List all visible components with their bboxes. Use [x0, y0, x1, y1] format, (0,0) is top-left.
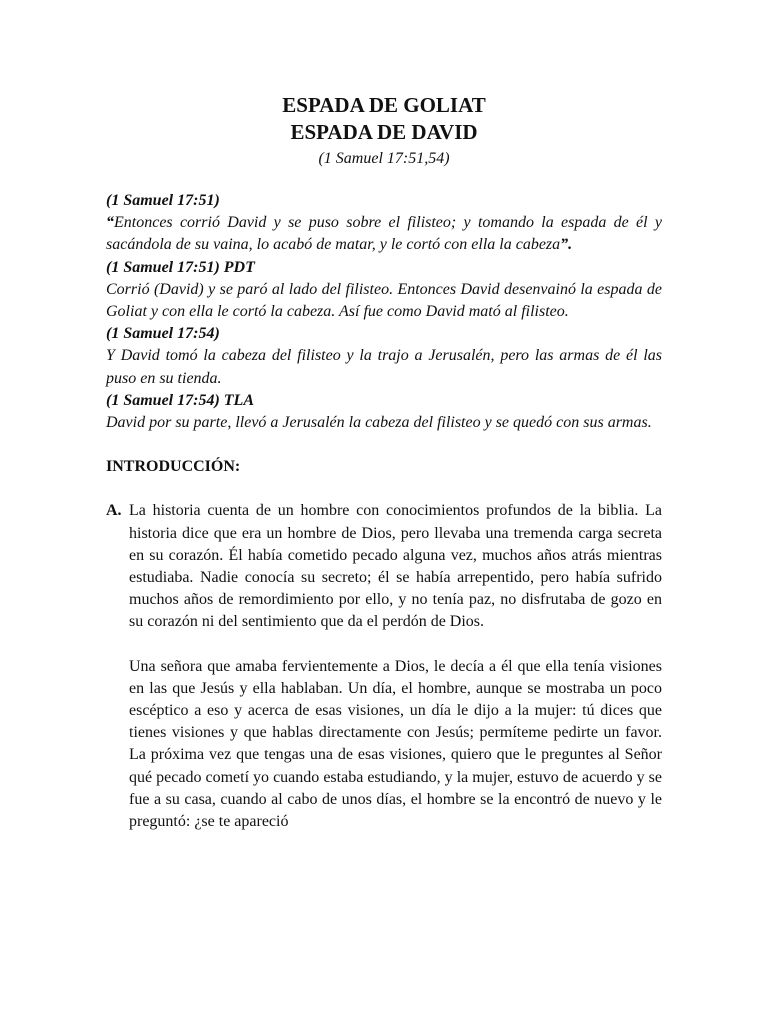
section-heading-introduction: INTRODUCCIÓN: [106, 458, 241, 476]
body-paragraph: Una señora que amaba fervientemente a Dios, le decía a él que ella tenía visiones en las que Jesús y ella hablaban. Un día, el hombre, aunque se mostraba un poco escéptico a eso y acerca de esas visiones, un día le dijo a la mujer: tú dices que tienes visiones y que hablas directamente con Jesús; permíteme pedirte un favor. La próxima vez que tengas una de esas visiones, quiero que le preguntes al Señor qué pecado cometí yo cuando estaba estudiando, y la mujer, estuvo de acuerdo y se fue a su casa, cuando al cabo de unos días, el hombre se la encontró de nuevo y le preguntó: ¿se te apareció [129, 657, 662, 831]
document-subtitle: (1 Samuel 17:51,54) [318, 150, 450, 167]
list-item-label: A. [106, 502, 122, 520]
verse-open-quote: “ [106, 214, 114, 232]
verse-text [106, 212, 662, 256]
verse-close-quote: ”. [560, 236, 573, 254]
verse-reference: (1 Samuel 17:54) [106, 325, 220, 343]
verse-reference: (1 Samuel 17:51) [106, 192, 220, 209]
body-paragraph: La historia cuenta de un hombre con conocimientos profundos de la biblia. La historia dice que era un hombre de Dios, pero llevaba una tremenda carga secreta en su corazón. Él había cometido pecado alguna vez, muchos años atrás mientras estudiaba. Nadie conocía su secreto; él se había arrepentido, pero había sufrido muchos años de remordimiento por ello, y no tenía paz, no disfrutaba de gozo en su corazón ni del sentimiento que da el perdón de Dios. [129, 502, 662, 631]
list-item [106, 500, 662, 833]
verse-text: Corrió (David) y se paró al lado del filisteo. Entonces David desenvainó la espada de Goliat y con ella le cortó la cabeza. Así fue como David mató al filisteo. [106, 280, 662, 321]
document-title-line1: ESPADA DE GOLIAT [282, 93, 486, 117]
verse-reference: (1 Samuel 17:54) TLA [106, 391, 254, 409]
document-title-line2: ESPADA DE DAVID [290, 120, 478, 144]
document-page [106, 92, 662, 833]
verse-list [106, 190, 662, 434]
verse-text: Y David tomó la cabeza del filisteo y la trajo a Jerusalén, pero las armas de él las puso en su tienda. [106, 347, 662, 387]
verse-text-body: Entonces corrió David y se puso sobre el filisteo; y tomando la espada de él y sacándola de su vaina, lo acabó de matar, y le cortó con ella la cabeza [106, 214, 662, 254]
verse-text: David por su parte, llevó a Jerusalén la cabeza del filisteo y se quedó con sus armas. [106, 414, 652, 432]
list-item-body [129, 500, 662, 833]
verse-reference: (1 Samuel 17:51) PDT [106, 258, 255, 276]
